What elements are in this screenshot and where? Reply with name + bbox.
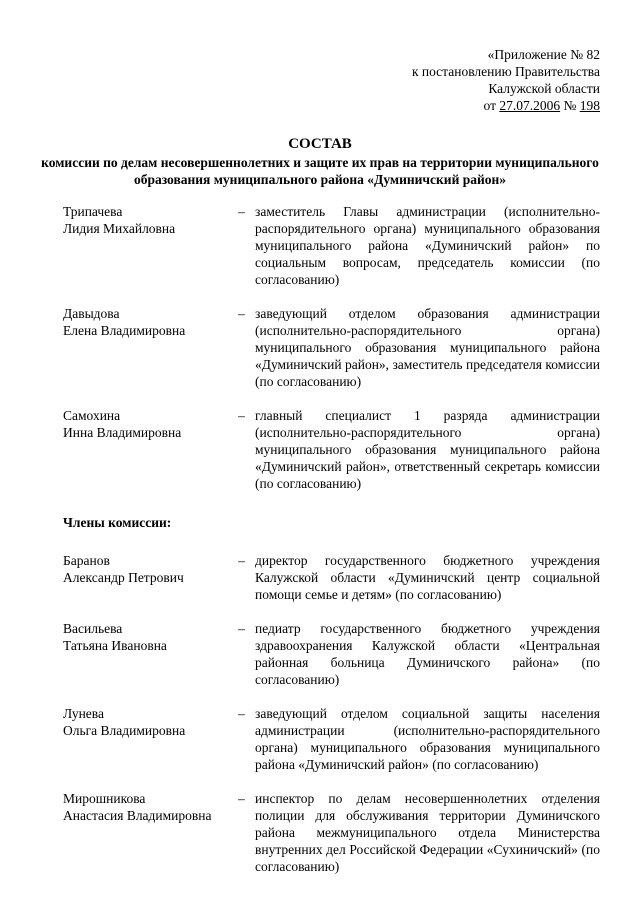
person-role: заместитель Главы администрации (исполнительно-распорядительного органа) муниципального образования муниципального района «Думиничский район» по социальным вопросам, председатель комиссии (по согласованию) — [255, 204, 600, 287]
document-subtitle: комиссии по делам несовершеннолетних и защите их прав на территории муниципального образования муниципального района «Думиничский район» — [41, 155, 599, 187]
dash-separator: – — [238, 408, 245, 423]
person-role: заведующий отделом образования администрации (исполнительно-распорядительного органа) муниципального образования муниципального района «Думиничский район», заместитель председателя комиссии (по согласованию) — [255, 306, 600, 389]
list-item — [63, 620, 600, 688]
person-given-name: Елена Владимировна — [63, 323, 186, 338]
person-name — [63, 705, 228, 773]
person-given-name: Инна Владимировна — [63, 425, 182, 440]
resolution-date: 27.07.2006 — [499, 98, 561, 113]
members-heading: Члены комиссии: — [63, 515, 172, 530]
list-item — [63, 552, 600, 603]
person-name — [63, 620, 228, 688]
person-given-name: Лидия Михайловна — [63, 221, 176, 236]
person-role: заведующий отделом социальной защиты населения администрации (исполнительно-распорядительного органа) муниципального образования муниципального района «Думиничский район» (по согласованию) — [255, 706, 600, 772]
person-given-name: Александр Петрович — [63, 570, 184, 585]
person-role: главный специалист 1 разряда администрации (исполнительно-распорядительного органа) муниципального образования муниципального района «Думиничский район», ответственный секретарь комиссии (по согласованию) — [255, 408, 600, 491]
person-name — [63, 305, 228, 390]
person-given-name: Татьяна Ивановна — [63, 638, 167, 653]
dash-separator: – — [238, 306, 245, 321]
list-item — [63, 705, 600, 773]
appendix-date-line — [412, 97, 600, 114]
dash-separator: – — [238, 553, 245, 568]
person-surname: Лунева — [63, 706, 104, 721]
person-surname: Мирошникова — [63, 791, 146, 806]
dash-separator: – — [238, 791, 245, 806]
number-sign: № — [560, 98, 580, 113]
list-item — [63, 407, 600, 492]
person-name — [63, 790, 228, 875]
list-item — [63, 203, 600, 288]
dash-separator: – — [238, 621, 245, 636]
person-surname: Самохина — [63, 408, 121, 423]
list-item — [63, 790, 600, 875]
person-name — [63, 552, 228, 603]
dash-separator: – — [238, 706, 245, 721]
person-surname: Васильева — [63, 621, 123, 636]
document-title: СОСТАВ — [288, 136, 352, 152]
commission-list — [63, 203, 600, 875]
appendix-region: Калужской области — [488, 81, 600, 96]
appendix-header — [412, 46, 600, 114]
appendix-resolution: к постановлению Правительства — [411, 64, 600, 79]
person-name — [63, 203, 228, 288]
person-given-name: Ольга Владимировна — [63, 723, 186, 738]
resolution-number: 198 — [579, 98, 600, 113]
date-prefix: от — [483, 98, 500, 113]
person-surname: Баранов — [63, 553, 110, 568]
person-surname: Давыдова — [63, 306, 120, 321]
person-surname: Трипачева — [63, 204, 123, 219]
person-name — [63, 407, 228, 492]
appendix-number: «Приложение № 82 — [487, 47, 600, 62]
person-given-name: Анастасия Владимировна — [63, 808, 212, 823]
person-role: директор государственного бюджетного учреждения Калужской области «Думиничский центр социальной помощи семье и детям» (по согласованию) — [255, 553, 600, 602]
dash-separator: – — [238, 204, 245, 219]
person-role: инспектор по делам несовершеннолетних отделения полиции для обслуживания территории Думиничского района межмуниципального отдела Министерства внутренних дел Российской Федерации «Сухиничский» (по согласованию) — [255, 791, 600, 874]
person-role: педиатр государственного бюджетного учреждения здравоохранения Калужской области «Центральная районная больница Думиничского района» (по согласованию) — [255, 621, 600, 687]
list-item — [63, 305, 600, 390]
